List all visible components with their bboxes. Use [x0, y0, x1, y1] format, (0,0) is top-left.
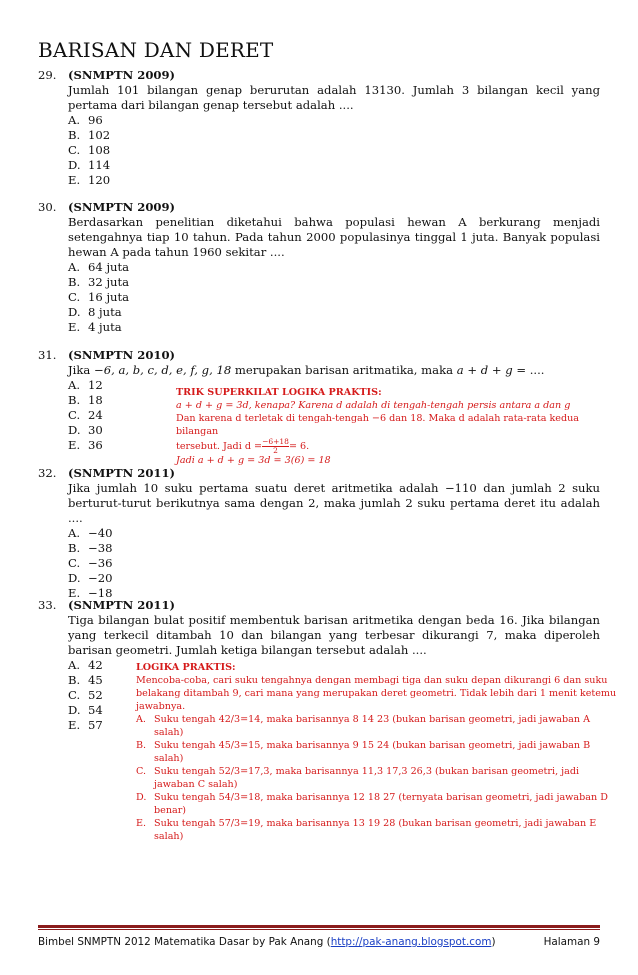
option-d: D. −20 — [68, 571, 113, 585]
option-d: D. 8 juta — [68, 305, 122, 319]
question-number: 32. — [38, 466, 57, 480]
option-list — [68, 526, 600, 601]
option-a: A. −40 — [68, 526, 113, 540]
trick-item-b: B. Suku tengah 45/3=15, maka barisannya 9 15 24 (bukan barisan geometri, jadi jawaban B salah) — [136, 740, 591, 764]
option-e: E. 36 — [68, 438, 103, 452]
option-d: D. 54 — [68, 703, 103, 717]
option-c: C. 16 juta — [68, 290, 130, 304]
trick-item-d: D. Suku tengah 54/3=18, maka barisannya 12 18 27 (ternyata barisan geometri, jadi jawaban D benar) — [136, 792, 608, 816]
trick-item-c: C. Suku tengah 52/3=17,3, maka barisannya 11,3 17,3 26,3 (bukan barisan geometri, jadi jawaban C salah) — [136, 766, 580, 790]
option-c: C. 108 — [68, 143, 111, 157]
trick-line: a + d + g = 3d, kenapa? Karena d adalah di tengah-tengah persis antara a dan g — [176, 400, 571, 411]
question-29 — [38, 68, 600, 188]
option-c: C. 24 — [68, 408, 103, 422]
option-a: A. 42 — [68, 658, 103, 672]
fraction: $\frac{-6+18}{2}$ — [262, 436, 289, 455]
trick-line: tersebut. Jadi d = $\frac{-6+18}{2}$ = 6. — [176, 436, 310, 455]
question-number: 31. — [38, 348, 57, 362]
option-a: A. 12 — [68, 378, 103, 392]
trick-item-e: E. Suku tengah 57/3=19, maka barisannya 13 19 28 (bukan barisan geometri, jadi jawaban E salah) — [136, 818, 597, 842]
question-number: 30. — [38, 200, 57, 214]
option-a: A. 64 juta — [68, 260, 130, 274]
option-d: D. 114 — [68, 158, 111, 172]
trick-box-33 — [136, 661, 618, 843]
question-text: Tiga bilangan bulat positif membentuk barisan aritmetika dengan beda 16. Jika bilangan yang terkecil ditambah 10 dan bilangan yang terbesar dikurangi 7, maka diperoleh barisan geometri. Jumlah ketiga bilangan tersebut adalah .... — [68, 613, 600, 657]
trick-title: LOGIKA PRAKTIS: — [136, 662, 236, 673]
question-text: Berdasarkan penelitian diketahui bahwa populasi hewan A berkurang menjadi setengahnya tiap 10 tahun. Pada tahun 2000 populasinya tinggal 1 juta. Banyak populasi hewan A pada tahun 1960 sekitar .... — [68, 215, 600, 259]
question-text: Jika jumlah 10 suku pertama suatu deret aritmetika adalah −110 dan jumlah 2 suku berturut-turut berikutnya sama dengan 2, maka jumlah 2 suku pertama deret itu adalah .... — [68, 481, 600, 525]
option-list — [68, 260, 600, 335]
trick-line: Jadi a + d + g = 3d = 3(6) = 18 — [176, 455, 331, 466]
question-source: (SNMPTN 2011) — [68, 466, 176, 480]
question-number: 29. — [38, 68, 57, 82]
page-footer — [38, 936, 600, 948]
option-c: C. −36 — [68, 556, 113, 570]
option-b: B. −38 — [68, 541, 113, 555]
option-d: D. 30 — [68, 423, 103, 437]
page-number: Halaman 9 — [543, 936, 600, 948]
trick-box-31 — [176, 386, 606, 467]
option-list — [68, 113, 600, 188]
trick-title: TRIK SUPERKILAT LOGIKA PRAKTIS: — [176, 387, 382, 398]
question-30 — [38, 200, 600, 335]
page-title: BARISAN DAN DERET — [38, 38, 274, 62]
option-c: C. 52 — [68, 688, 103, 702]
trick-item-a: A. Suku tengah 42/3=14, maka barisannya 8 14 23 (bukan barisan geometri, jadi jawaban A salah) — [136, 714, 591, 738]
option-b: B. 102 — [68, 128, 111, 142]
question-text: Jika −6, a, b, c, d, e, f, g, 18 merupakan barisan aritmatika, maka a + d + g = .... — [68, 363, 545, 377]
option-e: E. 120 — [68, 173, 111, 187]
trick-line: Dan karena d terletak di tengah-tengah −6 dan 18. Maka d adalah rata-rata kedua bilangan — [176, 413, 580, 437]
footer-divider-thin — [38, 929, 600, 930]
trick-list — [136, 713, 618, 843]
option-b: B. 18 — [68, 393, 103, 407]
question-source: (SNMPTN 2009) — [68, 200, 176, 214]
question-number: 33. — [38, 598, 57, 612]
option-e: E. 4 juta — [68, 320, 122, 334]
question-text: Jumlah 101 bilangan genap berurutan adalah 13130. Jumlah 3 bilangan kecil yang pertama dari bilangan genap tersebut adalah .... — [68, 83, 600, 112]
question-source: (SNMPTN 2011) — [68, 598, 176, 612]
question-source: (SNMPTN 2010) — [68, 348, 176, 362]
trick-intro: Mencoba-coba, cari suku tengahnya dengan membagi tiga dan suku depan dikurangi 6 dan suku belakang ditambah 9, cari mana yang merupakan deret geometri. Tidak lebih dari 1 menit ketemu jawabnya. — [136, 675, 617, 712]
option-b: B. 45 — [68, 673, 103, 687]
blog-link[interactable]: http://pak-anang.blogspot.com — [330, 936, 492, 948]
question-source: (SNMPTN 2009) — [68, 68, 176, 82]
footer-divider — [38, 925, 600, 928]
option-a: A. 96 — [68, 113, 103, 127]
option-e: E. −18 — [68, 586, 113, 600]
question-32 — [38, 466, 600, 601]
footer-credit: Bimbel SNMPTN 2012 Matematika Dasar by Pak Anang (http://pak-anang.blogspot.com) — [38, 936, 496, 948]
option-b: B. 32 juta — [68, 275, 130, 289]
option-e: E. 57 — [68, 718, 103, 732]
